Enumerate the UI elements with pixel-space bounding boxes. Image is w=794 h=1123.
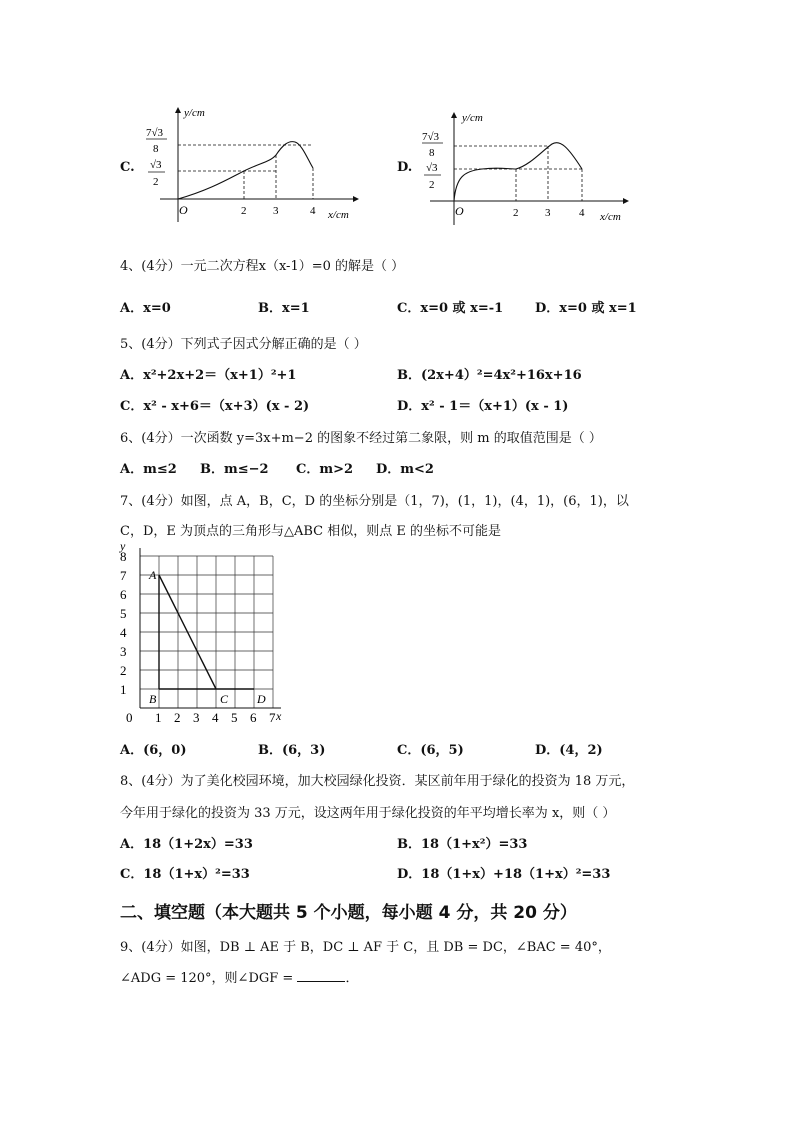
y-axis-label: y/cm [184,107,205,119]
q7-coordinate-grid [112,543,287,728]
q5-option-c[interactable]: C．x² - x+6＝（x+3）(x - 2) [120,399,310,414]
y-mid-den: 2 [153,176,159,188]
q8-option-b[interactable]: B．18（1+x²）=33 [397,837,528,852]
q8-option-c[interactable]: C．18（1+x）²=33 [120,867,250,882]
x-tick-3: 3 [273,205,279,217]
x-axis-label: x/cm [600,211,621,223]
q3-graph-c [140,100,370,230]
q9-line2 [120,967,358,986]
q7-stem-line2: C，D，E 为顶点的三角形与△ABC 相似，则点 E 的坐标不可能是 [120,524,502,539]
q7-option-c[interactable]: C．(6，5) [397,743,464,758]
x-tick-label: 0 [126,710,133,725]
x-tick-4: 4 [310,205,316,217]
y-tick-label: 7 [120,568,127,583]
y-top-num: 7√3 [146,127,164,139]
q3-option-c-label: C. [120,160,135,175]
q6-option-d[interactable]: D．m<2 [376,462,434,477]
y-tick-label: 6 [120,587,127,602]
q9-line2-text: ∠ADG = 120°，则∠DGF = [120,971,298,986]
x-tick-label: 6 [250,710,257,725]
x-tick-3: 3 [545,207,551,219]
x-tick-label: 2 [174,710,181,725]
q5-option-b[interactable]: B．(2x+4）²=4x²+16x+16 [397,368,582,383]
q7-option-d[interactable]: D．(4，2) [535,743,603,758]
y-tick-label: 8 [120,549,127,564]
y-tick-label: 5 [120,606,127,621]
q6-option-a[interactable]: A．m≤2 [120,462,177,477]
x-tick-label: 4 [212,710,219,725]
q9-line2-end: ． [345,971,359,986]
graph-d-curve [454,143,582,201]
x-axis-label: x/cm [328,209,349,221]
x-tick-2: 2 [513,207,519,219]
y-mid-den: 2 [429,179,435,191]
q9-line1: 9、(4分）如图，DB ⊥ AE 于 B，DC ⊥ AF 于 C，且 DB = DC，∠BAC = 40°， [120,940,611,955]
y-axis-label: y [120,543,126,553]
q4-option-c[interactable]: C．x=0 或 x=-1 [397,301,504,316]
x-tick-4: 4 [579,207,585,219]
point-label-b: B [149,692,157,706]
q6-option-c[interactable]: C．m>2 [296,462,354,477]
q8-stem-line1: 8、(4分）为了美化校园环境，加大校园绿化投资．某区前年用于绿化的投资为 18 万元， [120,774,635,789]
point-label-d: D [257,692,266,706]
q3-graph-d [418,107,638,232]
point-label-c: C [220,692,229,706]
x-tick-2: 2 [241,205,247,217]
q8-option-a[interactable]: A．18（1+2x）=33 [120,837,253,852]
origin-label: O [455,204,464,218]
y-top-num: 7√3 [422,131,440,143]
q8-stem-line2: 今年用于绿化的投资为 33 万元，设这两年用于绿化投资的年平均增长率为 x，则（ ） [120,806,616,821]
q5-option-a[interactable]: A．x²+2x+2＝（x+1）²+1 [120,368,297,383]
point-label-a: A [149,568,157,582]
x-tick-label: 1 [155,710,162,725]
y-top-den: 8 [429,147,435,159]
q9-answer-blank[interactable] [297,969,345,982]
q4-stem: 4、(4分）一元二次方程x（x-1）=0 的解是（ ） [120,259,405,274]
y-mid-num: √3 [150,159,162,171]
y-top-den: 8 [153,143,159,155]
y-mid-num: √3 [426,162,438,174]
y-tick-label: 4 [120,625,127,640]
y-tick-label: 2 [120,663,127,678]
q6-stem: 6、(4分）一次函数 y=3x+m−2 的图象不经过第二象限，则 m 的取值范围是（ ） [120,431,602,446]
q3-option-d-label: D. [397,160,413,175]
q4-option-b[interactable]: B．x=1 [258,301,310,316]
x-tick-label: 5 [231,710,238,725]
y-tick-label: 3 [120,644,127,659]
origin-label: O [179,203,188,217]
section-2-title: 二、填空题（本大题共 5 个小题，每小题 4 分，共 20 分） [120,903,577,923]
q8-option-d[interactable]: D．18（1+x）+18（1+x）²=33 [397,867,611,882]
q7-stem-line1: 7、(4分）如图，点 A，B，C，D 的坐标分别是（1，7)，(1，1)，(4，1)，(6，1)，以 [120,494,629,509]
q4-option-a[interactable]: A．x=0 [120,301,171,316]
x-tick-label: 3 [193,710,200,725]
y-axis-label: y/cm [462,112,483,124]
x-axis-label: x [276,709,282,723]
x-tick-label: 7 [269,710,276,725]
q7-option-a[interactable]: A．(6，0) [120,743,187,758]
q7-option-b[interactable]: B．(6，3) [258,743,326,758]
y-tick-label: 1 [120,682,127,697]
q6-option-b[interactable]: B．m≤−2 [200,462,269,477]
q4-option-d[interactable]: D．x=0 或 x=1 [535,301,637,316]
q5-stem: 5、(4分）下列式子因式分解正确的是（ ） [120,337,367,352]
q5-option-d[interactable]: D．x² - 1＝（x+1）(x - 1) [397,399,569,414]
graph-c-curve [178,142,313,199]
